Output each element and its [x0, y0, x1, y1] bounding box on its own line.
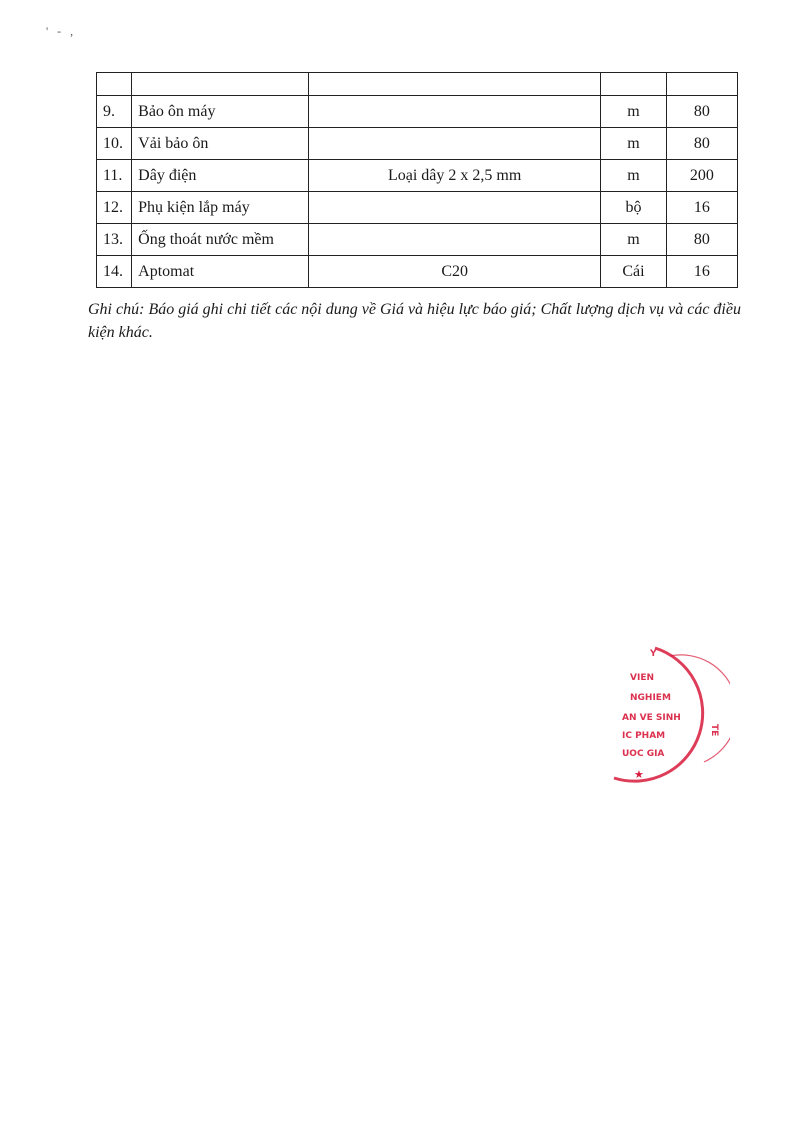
red-stamp — [600, 632, 730, 802]
qty-cell: 80 — [666, 224, 737, 256]
spec-cell — [308, 96, 600, 128]
stt-cell: 12. — [97, 192, 132, 224]
name-cell: Ống thoát nước mềm — [132, 224, 309, 256]
note-text: Báo giá ghi chi tiết các nội dung về Giá và hiệu lực báo giá; Chất lượng dịch vụ và các điều kiện khác. — [88, 301, 741, 341]
stamp-text-1: Y — [650, 649, 657, 659]
unit-cell: bộ — [601, 192, 666, 224]
table-row — [97, 128, 738, 160]
stt-cell: 11. — [97, 160, 132, 192]
spec-cell — [308, 73, 600, 96]
stt-cell: 13. — [97, 224, 132, 256]
qty-cell: 200 — [666, 160, 737, 192]
note-label: Ghi chú: — [88, 301, 145, 318]
quote-table — [96, 72, 738, 288]
name-cell: Aptomat — [132, 256, 309, 288]
unit-cell: m — [601, 128, 666, 160]
qty-cell: 16 — [666, 256, 737, 288]
stt-cell — [97, 73, 132, 96]
stt-cell: 9. — [97, 96, 132, 128]
unit-cell: m — [601, 224, 666, 256]
table-row — [97, 256, 738, 288]
stamp-text-3: NGHIEM — [630, 693, 671, 703]
table-row — [97, 224, 738, 256]
qty-cell: 16 — [666, 192, 737, 224]
table-row — [97, 192, 738, 224]
stamp-text-6: UOC GIA — [622, 749, 665, 759]
stamp-text-7: TE — [709, 724, 719, 737]
unit-cell — [601, 73, 666, 96]
name-cell: Bảo ôn máy — [132, 96, 309, 128]
spec-cell — [308, 224, 600, 256]
name-cell — [132, 73, 309, 96]
name-cell: Phụ kiện lắp máy — [132, 192, 309, 224]
spec-cell — [308, 128, 600, 160]
spec-cell: C20 — [308, 256, 600, 288]
table-row — [97, 96, 738, 128]
name-cell: Vải bảo ôn — [132, 128, 309, 160]
unit-cell: m — [601, 160, 666, 192]
table-row-continuation — [97, 73, 738, 96]
stamp-star-icon: ★ — [634, 768, 644, 781]
unit-cell: m — [601, 96, 666, 128]
unit-cell: Cái — [601, 256, 666, 288]
stt-cell: 14. — [97, 256, 132, 288]
stamp-text-4: AN VE SINH — [622, 713, 681, 723]
spec-cell — [308, 192, 600, 224]
stamp-text-5: IC PHAM — [622, 731, 666, 741]
note — [88, 298, 748, 344]
table-row — [97, 160, 738, 192]
scan-mark: ' - , — [46, 24, 77, 38]
spec-cell: Loại dây 2 x 2,5 mm — [308, 160, 600, 192]
stt-cell: 10. — [97, 128, 132, 160]
qty-cell: 80 — [666, 128, 737, 160]
qty-cell: 80 — [666, 96, 737, 128]
stamp-text-2: VIEN — [630, 673, 654, 683]
qty-cell — [666, 73, 737, 96]
stamp-inner-ring — [670, 655, 730, 762]
name-cell: Dây điện — [132, 160, 309, 192]
